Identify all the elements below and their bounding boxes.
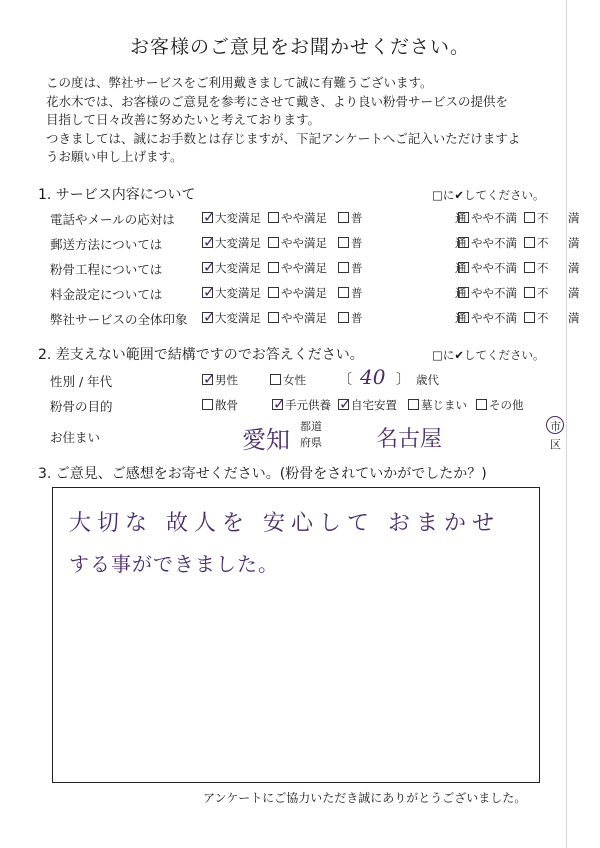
rating-option[interactable] [458,210,517,226]
address-label: お住まい [50,430,101,445]
rating-option-label: 不 [537,261,549,275]
age-suffix: 歳代 [416,373,439,387]
scan-edge-line [566,0,567,848]
rating-option[interactable] [338,210,363,226]
purpose-checkbox[interactable] [408,399,419,410]
rating-option[interactable] [202,285,261,301]
rating-option[interactable] [268,310,327,326]
rating-checkbox[interactable] [524,287,535,298]
purpose-label-temoto: 手元供養 [285,398,331,412]
rating-option[interactable] [202,260,261,276]
rating-option[interactable] [268,210,327,226]
rating-option [568,310,580,326]
purpose-checkbox[interactable] [338,395,352,413]
rating-checkbox[interactable] [338,287,349,298]
city-suffix-bottom: 区 [550,438,561,451]
age-value[interactable]: 40 [360,365,386,389]
rating-checkbox[interactable] [202,308,216,326]
rating-option[interactable] [338,310,363,326]
rating-option-label: 普 [351,311,363,325]
comment-box[interactable] [52,487,540,783]
rating-option-label: 不 [537,236,549,250]
male-checkbox[interactable] [202,370,216,388]
address-row [50,420,561,454]
purpose-checkbox[interactable] [202,399,213,410]
rating-option-label: やや不満 [471,211,517,225]
rating-option-label: 通 [455,311,467,325]
rating-option [568,210,580,226]
rating-row [50,208,580,230]
rating-option-label: やや満足 [281,286,327,300]
rating-question: 粉骨工程については [50,262,163,277]
rating-checkbox[interactable] [268,212,279,223]
section3-heading: 3. ご意見、ご感想をお寄せください。(粉骨をされていかがでしたか？) [38,466,487,482]
rating-option[interactable] [202,210,261,226]
check-mark-icon: ✓ [203,233,216,251]
rating-row [50,233,580,255]
rating-checkbox[interactable] [268,287,279,298]
purpose-label-jitaku: 自宅安置 [351,398,397,412]
purpose-option-other[interactable] [476,397,524,413]
rating-option[interactable] [202,310,261,326]
city-value[interactable]: 名古屋 [376,427,443,452]
rating-option[interactable] [524,235,549,251]
rating-checkbox[interactable] [338,262,349,273]
female-label: 女性 [283,373,306,387]
check-mark-icon: ✓ [203,370,216,388]
rating-checkbox[interactable] [268,312,279,323]
rating-checkbox[interactable] [338,237,349,248]
page-title: お客様のご意見をお聞かせください。 [129,36,470,58]
rating-option[interactable] [524,260,549,276]
rating-checkbox[interactable] [202,283,216,301]
female-option[interactable] [270,372,306,388]
rating-option-label: 満 [568,236,580,250]
rating-row [50,308,580,330]
rating-option-label: 通 [455,211,467,225]
check-mark-icon: ✓ [203,258,216,276]
rating-checkbox[interactable] [338,212,349,223]
purpose-label-sankotsu: 散骨 [215,398,238,412]
section2-heading: 2. 差支えない範囲で結構ですのでお答えください。 [38,347,364,363]
intro-line: つきましては、誠にお手数とは存じますが、下記アンケートへご記入いただけますよ [46,130,521,146]
rating-checkbox[interactable] [202,258,216,276]
purpose-label-hakajimai: 墓じまい [421,398,467,412]
check-mark-icon: ✓ [203,283,216,301]
rating-checkbox[interactable] [268,237,279,248]
rating-question: 郵送方法については [50,237,163,252]
intro-line: この度は、弊社サービスをご利用戴きまして誠に有難うございます。 [46,75,433,90]
rating-option-label: 満 [568,311,580,325]
comment-line-1: 大切な 故人を 安心して おまかせ [69,511,500,536]
rating-option-label: 満 [568,286,580,300]
rating-option-label: 普 [351,211,363,225]
rating-option[interactable] [338,260,363,276]
rating-option[interactable] [338,285,363,301]
rating-option-label: 大変満足 [215,286,261,300]
rating-checkbox[interactable] [458,312,469,323]
female-checkbox[interactable] [270,374,281,385]
rating-question: 電話やメールの応対は [50,212,175,227]
purpose-row [50,397,560,417]
male-option[interactable] [202,372,238,388]
rating-option[interactable] [338,235,363,251]
rating-option-label: 満 [568,211,580,225]
rating-option[interactable] [268,260,327,276]
intro-line: うお願い申し上げます。 [46,149,183,164]
check-mark-icon: ✓ [203,308,216,326]
section1-hint: □に✔してください。 [432,188,545,202]
rating-option-label: 大変満足 [215,261,261,275]
rating-option[interactable] [524,310,549,326]
section2-hint: □に✔してください。 [432,348,545,362]
rating-option[interactable] [458,260,517,276]
rating-option-label: やや不満 [471,236,517,250]
purpose-checkbox[interactable] [272,395,286,413]
rating-checkbox[interactable] [524,212,535,223]
rating-row [50,258,580,280]
purpose-option-sankotsu[interactable] [202,397,238,413]
rating-option-label: 普 [351,286,363,300]
rating-option[interactable] [458,310,517,326]
rating-option[interactable] [458,235,517,251]
age-close-bracket: 〕 [396,372,410,388]
check-mark-icon: ✓ [203,208,216,226]
comment-line-2: する事ができました。 [69,552,279,576]
purpose-label: 粉骨の目的 [50,399,113,414]
rating-checkbox[interactable] [458,287,469,298]
rating-option[interactable] [268,235,327,251]
rating-option-label: 不 [537,311,549,325]
rating-question: 弊社サービスの全体印象 [50,312,188,327]
rating-question: 料金設定については [50,287,163,302]
rating-checkbox[interactable] [524,312,535,323]
prefecture-value[interactable]: 愛知 [242,426,290,454]
rating-option-label: 通 [455,236,467,250]
rating-option [568,260,580,276]
rating-option [568,285,580,301]
rating-checkbox[interactable] [458,262,469,273]
rating-checkbox[interactable] [268,262,279,273]
rating-option-label: 満 [568,261,580,275]
rating-option-label: 普 [351,261,363,275]
rating-checkbox[interactable] [202,233,216,251]
rating-checkbox[interactable] [524,237,535,248]
rating-checkbox[interactable] [202,208,216,226]
section1-heading: 1. サービス内容について [38,187,196,203]
check-mark-icon: ✓ [273,395,286,413]
prefecture-suffix-top: 都道 [300,420,322,433]
age-open-bracket: 〔 [338,372,352,388]
rating-option-label: 通 [455,261,467,275]
purpose-checkbox[interactable] [476,399,487,410]
rating-option-label: やや不満 [471,311,517,325]
rating-option[interactable] [268,285,327,301]
rating-row [50,283,580,305]
purpose-option-hakajimai[interactable] [408,397,467,413]
city-circle-mark [546,416,564,434]
rating-option-label: やや満足 [281,211,327,225]
purpose-option-temoto[interactable] [272,397,331,413]
rating-option-label: やや満足 [281,236,327,250]
rating-option-label: やや満足 [281,261,327,275]
rating-option-label: 普 [351,236,363,250]
gender-age-label: 性別 / 年代 [50,374,113,389]
city-suffix-top: 市 [550,420,561,433]
rating-option-label: やや不満 [471,286,517,300]
rating-option-label: やや満足 [281,311,327,325]
intro-line: 花水木では、お客様のご意見を参考にさせて戴き、より良い粉骨サービスの提供を [46,93,509,109]
purpose-label-other: その他 [489,398,524,412]
footer-thanks: アンケートにご協力いただき誠にありがとうございました。 [203,791,527,805]
rating-checkbox[interactable] [458,237,469,248]
male-label: 男性 [215,373,238,387]
rating-option[interactable] [524,285,549,301]
purpose-option-jitaku[interactable] [338,397,397,413]
rating-option-label: 不 [537,286,549,300]
intro-text [46,74,566,167]
intro-line: 目指して日々改善に努めたいと考えております。 [46,112,321,127]
rating-checkbox[interactable] [338,312,349,323]
rating-option [568,235,580,251]
check-mark-icon: ✓ [339,395,352,413]
rating-option-label: 大変満足 [215,311,261,325]
rating-checkbox[interactable] [458,212,469,223]
rating-option-label: 通 [455,286,467,300]
rating-option-label: 大変満足 [215,211,261,225]
rating-option-label: 大変満足 [215,236,261,250]
gender-age-row [50,365,560,392]
rating-option[interactable] [524,210,549,226]
rating-option-label: 不 [537,211,549,225]
rating-option-label: やや不満 [471,261,517,275]
rating-checkbox[interactable] [524,262,535,273]
rating-option[interactable] [458,285,517,301]
rating-option[interactable] [202,235,261,251]
prefecture-suffix-bottom: 府県 [300,436,322,449]
